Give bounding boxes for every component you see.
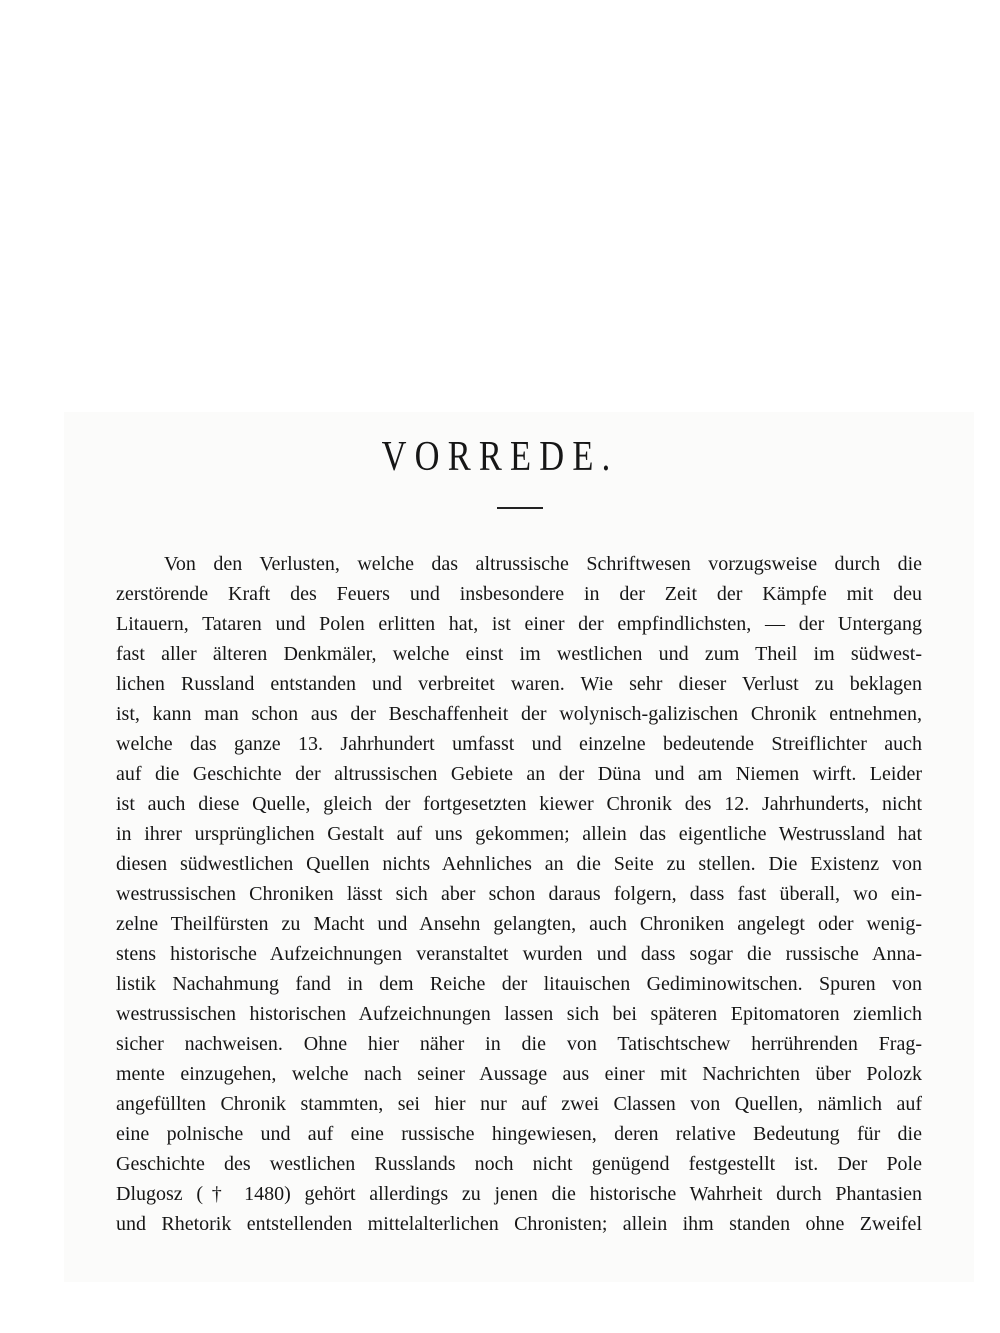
text-line: zerstörende Kraft des Feuers und insbesondere in der Zeit der Kämpfe mit deu — [116, 583, 922, 605]
text-line: und Rhetorik entstellenden mittelalterlichen Chronisten; allein ihm standen ohne Zweifel — [116, 1213, 922, 1235]
text-line: diesen südwestlichen Quellen nichts Aehnliches an die Seite zu stellen. Die Existenz von — [116, 853, 922, 875]
text-line: auf die Geschichte der altrussischen Gebiete an der Düna und am Niemen wirft. Leider — [116, 763, 922, 785]
text-line: ist, kann man schon aus der Beschaffenheit der wolynisch-galizischen Chronik entnehmen, — [116, 703, 922, 725]
text-line: eine polnische und auf eine russische hingewiesen, deren relative Bedeutung für die — [116, 1123, 922, 1145]
title-rule — [497, 507, 543, 509]
text-line: welche das ganze 13. Jahrhundert umfasst und einzelne bedeutende Streiflichter auch — [116, 733, 922, 755]
page-title: VORREDE. — [381, 434, 619, 480]
text-line: lichen Russland entstanden und verbreitet waren. Wie sehr dieser Verlust zu beklagen — [116, 673, 922, 695]
text-line: Litauern, Tataren und Polen erlitten hat, ist einer der empfindlichsten, — der Untergang — [116, 613, 922, 635]
text-line: zelne Theilfürsten zu Macht und Ansehn gelangten, auch Chroniken angelegt oder wenig- — [116, 913, 922, 935]
text-line: Von den Verlusten, welche das altrussische Schriftwesen vorzugsweise durch die — [164, 553, 922, 575]
text-line: fast aller älteren Denkmäler, welche einst im westlichen und zum Theil im südwest- — [116, 643, 922, 665]
text-line: angefüllten Chronik stammten, sei hier nur auf zwei Classen von Quellen, nämlich auf — [116, 1093, 922, 1115]
body-text — [116, 549, 922, 1239]
text-line: stens historische Aufzeichnungen veranstaltet wurden und dass sogar die russische Anna- — [116, 943, 922, 965]
text-line: westrussischen historischen Aufzeichnungen lassen sich bei späteren Epitomatoren ziemlich — [116, 1003, 922, 1025]
text-line: Dlugosz († 1480) gehört allerdings zu jenen die historische Wahrheit durch Phantasien — [116, 1183, 922, 1205]
text-line: Geschichte des westlichen Russlands noch nicht genügend festgestellt ist. Der Pole — [116, 1153, 922, 1175]
text-line: ist auch diese Quelle, gleich der fortgesetzten kiewer Chronik des 12. Jahrhunderts, nicht — [116, 793, 922, 815]
text-line: listik Nachahmung fand in dem Reiche der litauischen Gediminowitschen. Spuren von — [116, 973, 922, 995]
text-line: westrussischen Chroniken lässt sich aber schon daraus folgern, dass fast überall, wo ein- — [116, 883, 922, 905]
text-line: mente einzugehen, welche nach seiner Aussage aus einer mit Nachrichten über Polozk — [116, 1063, 922, 1085]
text-line: in ihrer ursprünglichen Gestalt auf uns gekommen; allein das eigentliche Westrussland hat — [116, 823, 922, 845]
text-line: sicher nachweisen. Ohne hier näher in die von Tatischtschew herrührenden Frag- — [116, 1033, 922, 1055]
